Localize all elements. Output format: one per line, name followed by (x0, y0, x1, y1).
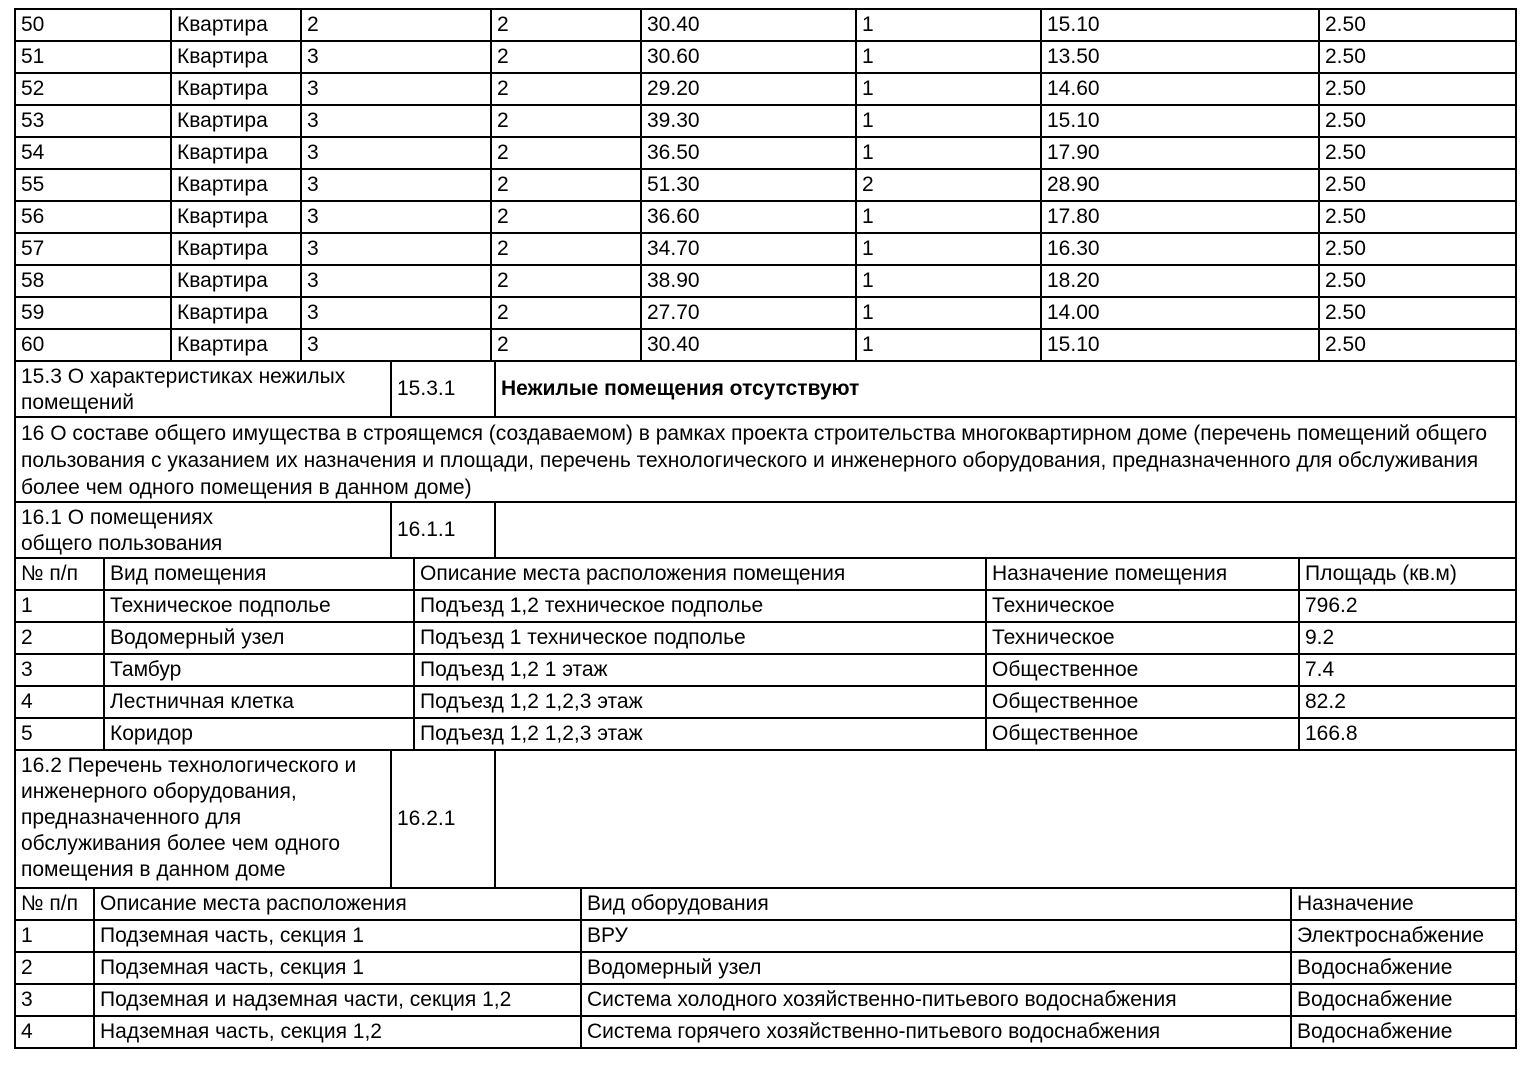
table-cell: Квартира (171, 137, 301, 169)
table-cell: Техническое (986, 622, 1299, 654)
table-cell: 2.50 (1319, 233, 1516, 265)
table-cell: 2.50 (1319, 41, 1516, 73)
table-cell: 2 (491, 297, 641, 329)
table-cell: 3 (301, 41, 491, 73)
section-16-2-label (15, 750, 391, 888)
table-cell: 2 (491, 233, 641, 265)
table-cell: Общественное (986, 686, 1299, 718)
table-cell: Общественное (986, 654, 1299, 686)
table-cell: Техническое подполье (104, 590, 414, 622)
common-room-row (15, 654, 1516, 686)
apartments-table (14, 8, 1517, 362)
table-cell: 3 (15, 984, 94, 1016)
table-cell: Подземная часть, секция 1 (94, 952, 581, 984)
table-row (15, 502, 1516, 558)
table-cell: 15.10 (1041, 329, 1319, 361)
table-cell: Водоснабжение (1291, 984, 1516, 1016)
table-cell: 796.2 (1299, 590, 1516, 622)
table-cell: 2.50 (1319, 9, 1516, 41)
equipment-table (14, 887, 1517, 1049)
table-cell: 2.50 (1319, 329, 1516, 361)
table-cell: 1 (856, 41, 1041, 73)
table-cell: Водомерный узел (104, 622, 414, 654)
table-cell: Водоснабжение (1291, 1016, 1516, 1048)
table-cell: 28.90 (1041, 169, 1319, 201)
table-cell: 3 (301, 169, 491, 201)
column-header-number: № п/п (15, 888, 94, 920)
table-cell: 54 (15, 137, 171, 169)
column-header-purpose: Назначение (1291, 888, 1516, 920)
table-cell: 16.30 (1041, 233, 1319, 265)
apartment-row (15, 265, 1516, 297)
apartment-row (15, 105, 1516, 137)
table-cell: 3 (301, 265, 491, 297)
table-cell: 2 (491, 169, 641, 201)
common-rooms-table (14, 557, 1517, 751)
table-cell: Подземная и надземная части, секция 1,2 (94, 984, 581, 1016)
table-cell: 2 (491, 137, 641, 169)
table-cell: Квартира (171, 201, 301, 233)
table-cell: 1 (856, 233, 1041, 265)
table-cell: 2.50 (1319, 105, 1516, 137)
table-cell: Квартира (171, 41, 301, 73)
section-15-3-value: Нежилые помещения отсутствуют (495, 361, 1516, 417)
table-cell: 2 (856, 169, 1041, 201)
table-header-row (15, 558, 1516, 590)
section-16-1-label-text: 16.1 О помещениях общего пользования (21, 506, 223, 555)
section-16-text: 16 О составе общего имущества в строящемся (создаваемом) в рамках проекта строительства многоквартирном доме (перечень помещений общего пользования с указанием их назначения и площади, перечень технологического и инженерного оборудования, предназначенного для обслуживания более чем одного помещения в данном доме) (15, 417, 1516, 502)
column-header-location: Описание места расположения помещения (414, 558, 986, 590)
table-cell: Тамбур (104, 654, 414, 686)
table-cell: 18.20 (1041, 265, 1319, 297)
table-cell: Подъезд 1,2 1 этаж (414, 654, 986, 686)
table-row (15, 417, 1516, 502)
apartment-row (15, 329, 1516, 361)
table-cell: 3 (301, 297, 491, 329)
apartment-row (15, 137, 1516, 169)
table-cell: Квартира (171, 233, 301, 265)
table-cell: 60 (15, 329, 171, 361)
table-cell: Техническое (986, 590, 1299, 622)
table-cell: 3 (301, 329, 491, 361)
equipment-row (15, 1016, 1516, 1048)
table-cell: 50 (15, 9, 171, 41)
table-cell: 14.60 (1041, 73, 1319, 105)
table-cell: 57 (15, 233, 171, 265)
table-cell: 2 (491, 9, 641, 41)
table-cell: 15.10 (1041, 105, 1319, 137)
common-room-row (15, 590, 1516, 622)
table-cell: 2 (491, 105, 641, 137)
section-16-2-label-text: 16.2 Перечень технологического и инженерного оборудования, предназначенного для обслуживания более чем одного помещения в данном доме (21, 754, 357, 881)
table-cell: 52 (15, 73, 171, 105)
equipment-table-body (15, 920, 1516, 1048)
table-cell: 3 (301, 73, 491, 105)
apartments-table-body (15, 9, 1516, 361)
table-cell: Квартира (171, 265, 301, 297)
column-header-area: Площадь (кв.м) (1299, 558, 1516, 590)
table-cell: Надземная часть, секция 1,2 (94, 1016, 581, 1048)
table-cell: 3 (301, 201, 491, 233)
table-cell: 2.50 (1319, 137, 1516, 169)
section-16-1-code: 16.1.1 (391, 502, 495, 558)
equipment-table-header (15, 888, 1516, 920)
apartment-row (15, 297, 1516, 329)
table-cell: 2 (491, 41, 641, 73)
table-cell: 2.50 (1319, 265, 1516, 297)
table-cell: Квартира (171, 73, 301, 105)
column-header-equipment-type: Вид оборудования (581, 888, 1291, 920)
table-cell: 2 (301, 9, 491, 41)
table-cell: Коридор (104, 718, 414, 750)
table-cell: 53 (15, 105, 171, 137)
table-cell: Подъезд 1,2 1,2,3 этаж (414, 686, 986, 718)
table-row (15, 361, 1516, 417)
table-cell: 82.2 (1299, 686, 1516, 718)
table-cell: 2 (15, 622, 104, 654)
table-cell: 51.30 (641, 169, 856, 201)
table-cell: 30.40 (641, 9, 856, 41)
table-cell: 39.30 (641, 105, 856, 137)
table-cell: 2 (491, 201, 641, 233)
section-16-1-empty-cell (495, 502, 1516, 558)
table-cell: 56 (15, 201, 171, 233)
table-cell: ВРУ (581, 920, 1291, 952)
table-cell: Система горячего хозяйственно-питьевого водоснабжения (581, 1016, 1291, 1048)
section-15-3-code: 15.3.1 (391, 361, 495, 417)
column-header-room-type: Вид помещения (104, 558, 414, 590)
table-cell: 30.40 (641, 329, 856, 361)
table-header-row (15, 888, 1516, 920)
table-cell: 38.90 (641, 265, 856, 297)
section-15-3-label: 15.3 О характеристиках нежилых помещений (15, 361, 391, 417)
table-cell: 1 (856, 137, 1041, 169)
column-header-number: № п/п (15, 558, 104, 590)
table-cell: 27.70 (641, 297, 856, 329)
table-cell: 5 (15, 718, 104, 750)
table-cell: Квартира (171, 105, 301, 137)
table-cell: 36.60 (641, 201, 856, 233)
table-cell: Квартира (171, 169, 301, 201)
common-room-row (15, 622, 1516, 654)
section-16-2-row (14, 749, 1517, 889)
table-cell: Подъезд 1 техническое подполье (414, 622, 986, 654)
table-cell: 30.60 (641, 41, 856, 73)
table-cell: Водомерный узел (581, 952, 1291, 984)
apartment-row (15, 41, 1516, 73)
column-header-purpose: Назначение помещения (986, 558, 1299, 590)
table-cell: 2 (491, 73, 641, 105)
table-cell: Квартира (171, 329, 301, 361)
apartment-row (15, 233, 1516, 265)
section-16-1-row (14, 501, 1517, 559)
table-cell: 1 (856, 329, 1041, 361)
table-cell: 9.2 (1299, 622, 1516, 654)
table-cell: 1 (15, 590, 104, 622)
table-cell: Квартира (171, 9, 301, 41)
table-cell: 166.8 (1299, 718, 1516, 750)
section-15-3-row (14, 360, 1517, 418)
column-header-location: Описание места расположения (94, 888, 581, 920)
table-cell: 17.80 (1041, 201, 1319, 233)
table-cell: 4 (15, 686, 104, 718)
table-cell: Квартира (171, 297, 301, 329)
table-cell: Общественное (986, 718, 1299, 750)
common-rooms-table-header (15, 558, 1516, 590)
table-cell: 17.90 (1041, 137, 1319, 169)
equipment-row (15, 920, 1516, 952)
apartment-row (15, 201, 1516, 233)
table-cell: Подземная часть, секция 1 (94, 920, 581, 952)
table-cell: Лестничная клетка (104, 686, 414, 718)
section-16-2-code: 16.2.1 (391, 750, 495, 888)
table-cell: 4 (15, 1016, 94, 1048)
table-cell: 59 (15, 297, 171, 329)
table-cell: Система холодного хозяйственно-питьевого водоснабжения (581, 984, 1291, 1016)
table-cell: 1 (856, 9, 1041, 41)
table-cell: 3 (301, 105, 491, 137)
table-cell: 2.50 (1319, 201, 1516, 233)
apartment-row (15, 169, 1516, 201)
section-16-1-label (15, 502, 391, 558)
table-cell: 3 (301, 233, 491, 265)
table-cell: 2 (491, 265, 641, 297)
table-cell: 36.50 (641, 137, 856, 169)
section-16-row (14, 416, 1517, 503)
table-cell: 29.20 (641, 73, 856, 105)
section-16-2-empty-cell (495, 750, 1516, 888)
table-cell: 7.4 (1299, 654, 1516, 686)
table-cell: Подъезд 1,2 техническое подполье (414, 590, 986, 622)
table-cell: 3 (15, 654, 104, 686)
common-rooms-table-body (15, 590, 1516, 750)
apartment-row (15, 9, 1516, 41)
table-cell: 1 (15, 920, 94, 952)
table-cell: 51 (15, 41, 171, 73)
table-cell: 14.00 (1041, 297, 1319, 329)
table-cell: 58 (15, 265, 171, 297)
table-cell: 55 (15, 169, 171, 201)
table-cell: Подъезд 1,2 1,2,3 этаж (414, 718, 986, 750)
equipment-row (15, 952, 1516, 984)
table-cell: 2 (15, 952, 94, 984)
table-cell: 13.50 (1041, 41, 1319, 73)
table-cell: 1 (856, 265, 1041, 297)
table-cell: 3 (301, 137, 491, 169)
table-cell: 1 (856, 297, 1041, 329)
apartment-row (15, 73, 1516, 105)
table-cell: 34.70 (641, 233, 856, 265)
table-cell: 15.10 (1041, 9, 1319, 41)
equipment-row (15, 984, 1516, 1016)
table-cell: 2.50 (1319, 297, 1516, 329)
table-cell: 2.50 (1319, 169, 1516, 201)
table-row (15, 750, 1516, 888)
common-room-row (15, 686, 1516, 718)
table-cell: 1 (856, 73, 1041, 105)
table-cell: Электроснабжение (1291, 920, 1516, 952)
table-cell: 1 (856, 105, 1041, 137)
common-room-row (15, 718, 1516, 750)
table-cell: Водоснабжение (1291, 952, 1516, 984)
table-cell: 2 (491, 329, 641, 361)
table-cell: 1 (856, 201, 1041, 233)
table-cell: 2.50 (1319, 73, 1516, 105)
